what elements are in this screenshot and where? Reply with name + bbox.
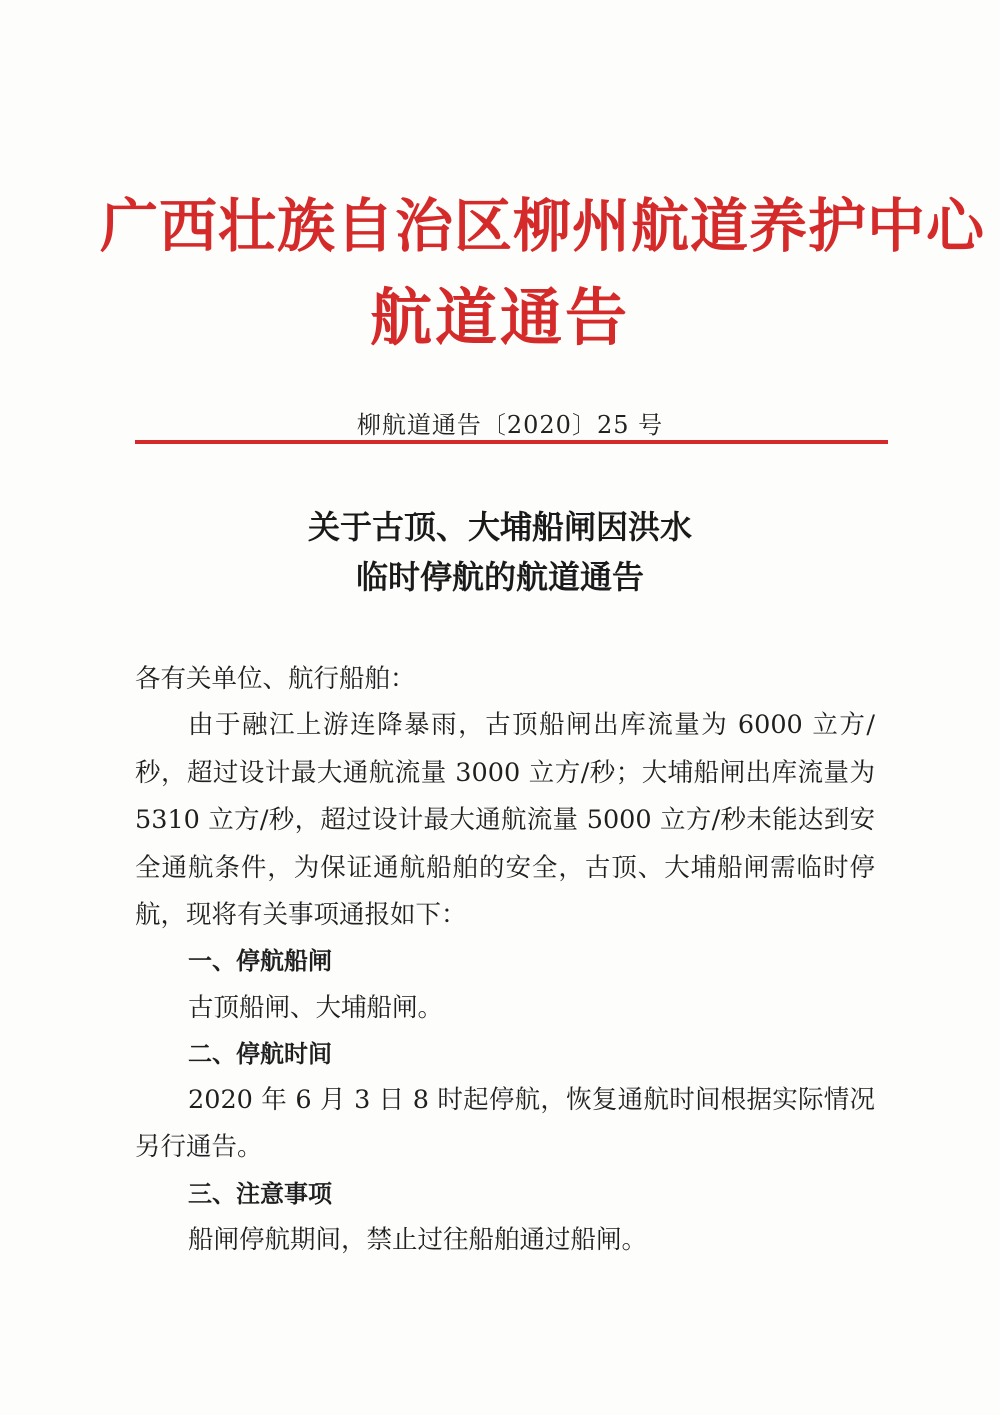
paragraph-line: 全通航条件，为保证通航船舶的安全，古顶、大埔船闸需临时停	[135, 853, 875, 883]
section-heading: 三、注意事项	[188, 1180, 332, 1208]
document-title-line-1: 关于古顶、大埔船闸因洪水	[307, 508, 692, 546]
document-number: 柳航道通告〔2020〕25 号	[356, 411, 664, 439]
notice-type-heading: 航道通告	[369, 281, 630, 354]
paragraph-line: 秒，超过设计最大通航流量 3000 立方/秒；大埔船闸出库流量为	[135, 758, 875, 788]
paragraph-line: 由于融江上游连降暴雨，古顶船闸出库流量为 6000 立方/	[188, 710, 875, 740]
document-title-line-2: 临时停航的航道通告	[355, 558, 644, 596]
issuing-organization: 广西壮族自治区柳州航道养护中心	[100, 192, 986, 260]
section-text: 另行通告。	[135, 1132, 263, 1162]
paragraph-line: 5310 立方/秒，超过设计最大通航流量 5000 立方/秒未能达到安	[135, 805, 875, 835]
section-heading: 一、停航船闸	[188, 947, 332, 975]
section-heading: 二、停航时间	[188, 1040, 332, 1068]
section-text: 船闸停航期间，禁止过往船舶通过船闸。	[188, 1225, 648, 1255]
salutation: 各有关单位、航行船舶：	[135, 664, 416, 694]
section-text: 2020 年 6 月 3 日 8 时起停航，恢复通航时间根据实际情况	[188, 1085, 875, 1115]
section-text: 古顶船闸、大埔船闸。	[188, 993, 444, 1023]
paragraph-line: 航，现将有关事项通报如下：	[135, 900, 467, 930]
red-divider	[135, 440, 888, 444]
